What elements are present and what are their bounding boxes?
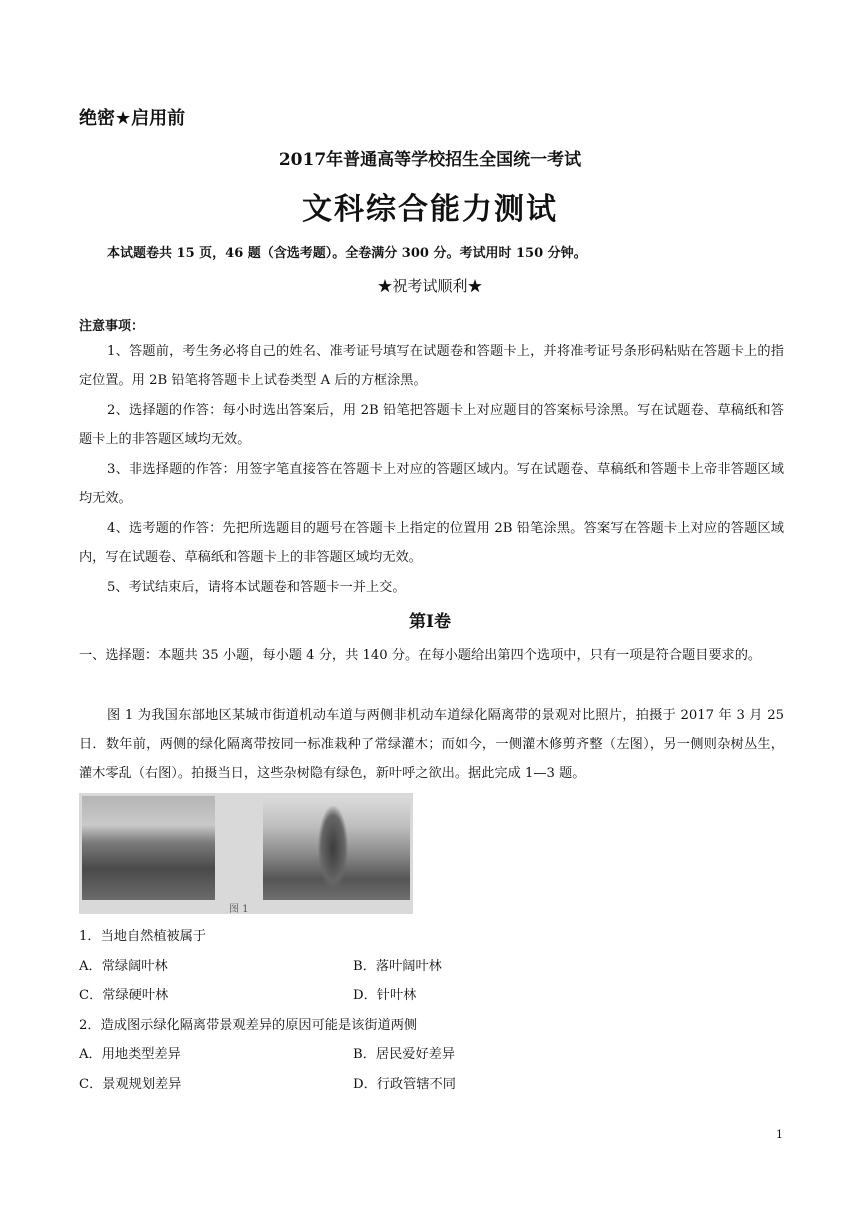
question-1-stem: 1．当地自然植被属于 <box>79 929 207 944</box>
good-luck-line: ★祝考试顺利★ <box>377 277 483 295</box>
volume-title: 第Ⅰ卷 <box>409 612 451 632</box>
photo-trimmed-shrubs <box>82 796 215 900</box>
question-1-option-a: A．常绿阔叶林 <box>79 959 168 974</box>
question-1-option-c: C．常绿硬叶林 <box>79 988 169 1003</box>
exam-intro: 本试题卷共 15 页，46 题（含选考题）。全卷满分 300 分。考试用时 150 分钟。 <box>107 246 587 261</box>
question-2-option-d: D．行政管辖不同 <box>353 1077 456 1092</box>
exam-title: 2017年普通高等学校招生全国统一考试 <box>278 150 582 170</box>
question-2-stem: 2．造成图示绿化隔离带景观差异的原因可能是该街道两侧 <box>79 1018 418 1033</box>
question-1-option-d: D．针叶林 <box>353 988 417 1003</box>
question-2-option-c: C．景观规划差异 <box>79 1077 182 1092</box>
tree-shape <box>318 806 348 891</box>
section-intro: 一、选择题：本题共 35 小题，每小题 4 分，共 140 分。在每小题给出第四个选项中，只有一项是符合题目要求的。 <box>79 648 762 663</box>
figure-1-photos <box>79 793 413 914</box>
figure-label: 图 1 <box>229 904 249 915</box>
secret-label: 绝密★启用前 <box>79 108 186 129</box>
notice-item-1: 1、答题前，考生务必将自己的姓名、准考证号填写在试题卷和答题卡上，并将准考证号条形码粘贴在答题卡上的指定位置。用 2B 铅笔将答题卡上试卷类型 A 后的方框涂黑。 <box>79 344 784 388</box>
subject-title: 文科综合能力测试 <box>302 192 558 227</box>
notice-item-4: 4、选考题的作答：先把所选题目的题号在答题卡上指定的位置用 2B 铅笔涂黑。答案写在答题卡上对应的答题区域内，写在试题卷、草稿纸和答题卡上的非答题区域均无效。 <box>79 521 784 565</box>
notice-item-2: 2、选择题的作答：每小时选出答案后，用 2B 铅笔把答题卡上对应题目的答案标号涂黑。写在试题卷、草稿纸和答题卡上的非答题区域均无效。 <box>79 403 784 447</box>
photo-overgrown-trees <box>263 796 410 900</box>
notice-item-5: 5、考试结束后，请将本试题卷和答题卡一并上交。 <box>107 580 406 595</box>
question-2-option-b: B．居民爱好差异 <box>353 1047 456 1062</box>
question-1-option-b: B．落叶阔叶林 <box>353 959 442 974</box>
notice-item-3: 3、非选择题的作答：用签字笔直接答在答题卡上对应的答题区域内。写在试题卷、草稿纸和答题卡上帝非答题区域均无效。 <box>79 462 784 506</box>
figure-description: 图 1 为我国东部地区某城市街道机动车道与两侧非机动车道绿化隔离带的景观对比照片，拍摄于 2017 年 3 月 25 日．数年前，两侧的绿化隔离带按同一标准栽种了常绿灌木；而如今，一侧灌木修剪齐整（左图），另一侧则杂树丛生，灌木零乱（右图）。拍摄当日，这些杂树隐有绿色，新叶呼之欲出。据此完成 1—3 题。 <box>79 708 784 781</box>
page-number: 1 <box>776 1128 783 1141</box>
notice-heading: 注意事项： <box>79 319 145 334</box>
question-2-option-a: A．用地类型差异 <box>79 1047 181 1062</box>
